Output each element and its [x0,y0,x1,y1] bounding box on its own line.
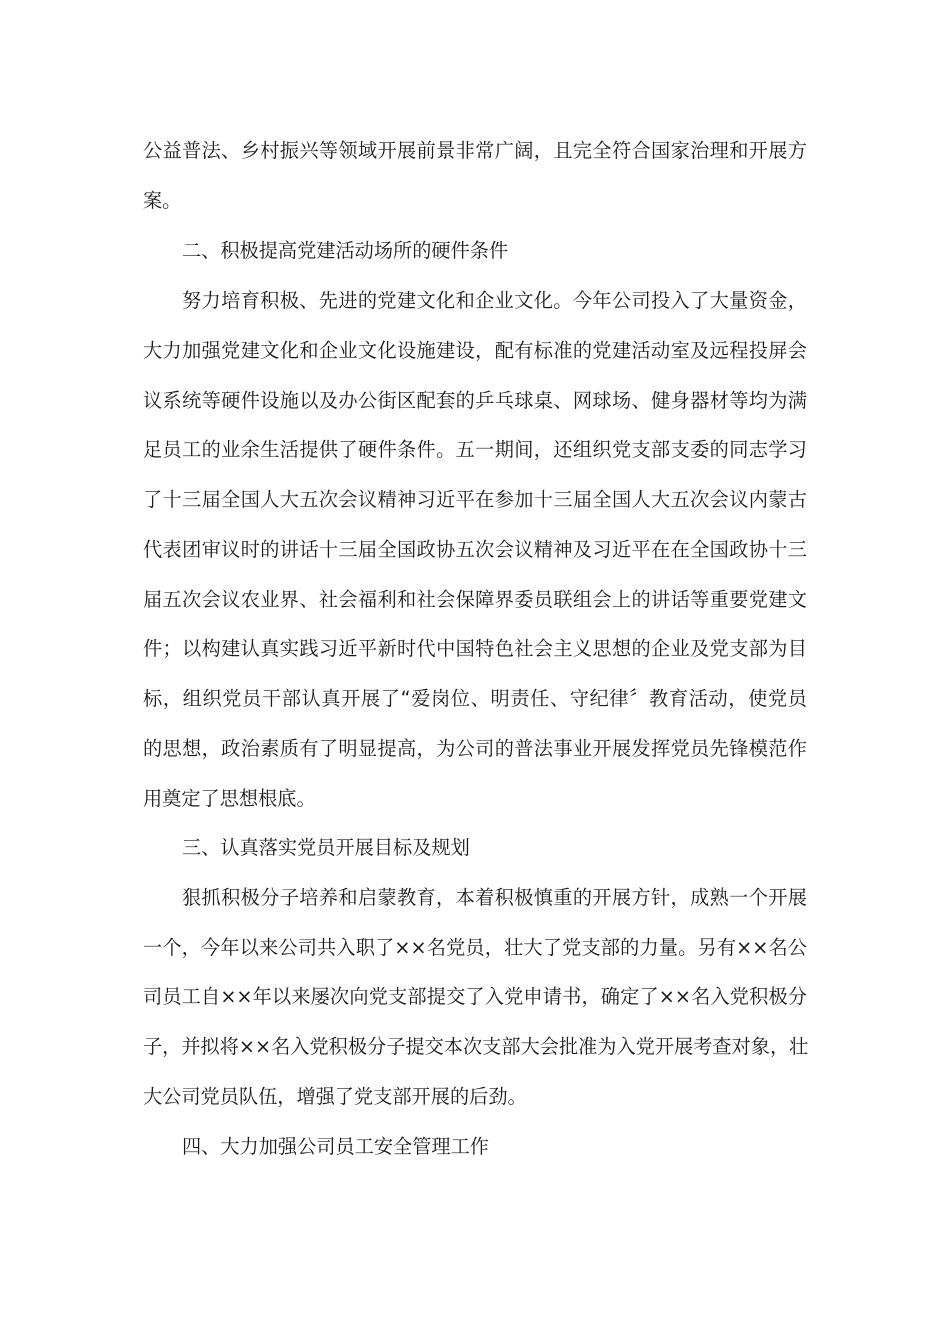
text-line: 标，组织党员干部认真开展了“爱岗位、明责任、守纪律〞教育活动，使党员 [143,687,807,710]
text-line: 狠抓积极分子培养和启蒙教育，本着积极慎重的开展方针，成熟一个开展 [182,886,807,909]
text-line: 代表团审议时的讲话十三届全国政协五次会议精神及习近平在在全国政协十三 [143,538,807,561]
text-line: 件；以构建认真实践习近平新时代中国特色社会主义思想的企业及党支部为目 [143,637,807,660]
section-heading: 四、大力加强公司员工安全管理工作 [182,1135,489,1158]
text-line: 努力培育积极、先进的党建文化和企业文化。今年公司投入了大量资金， [182,289,807,312]
text-line: 子，并拟将××名入党积极分子提交本次支部大会批准为入党开展考查对象，壮 [143,1035,809,1058]
text-line: 大力加强党建文化和企业文化设施建设，配有标准的党建活动室及远程投屏会 [143,339,807,362]
text-line: 案。 [143,189,182,212]
text-line: 大公司党员队伍，增强了党支部开展的后劲。 [143,1085,527,1108]
text-line: 司员工自××年以来屡次向党支部提交了入党申请书，确定了××名入党积极分 [143,985,807,1008]
text-line: 议系统等硬件设施以及办公街区配套的乒乓球桌、网球场、健身器材等均为满 [143,389,807,412]
section-heading: 三、认真落实党员开展目标及规划 [182,836,470,859]
section-heading: 二、积极提高党建活动场所的硬件条件 [182,239,509,262]
text-line: 足员工的业余生活提供了硬件条件。五一期间，还组织党支部支委的同志学习 [143,438,807,461]
text-line: 届五次会议农业界、社会福利和社会保障界委员联组会上的讲话等重要党建文 [143,588,807,611]
text-line: 了十三届全国人大五次会议精神习近平在参加十三届全国人大五次会议内蒙古 [143,488,807,511]
text-line: 用奠定了思想根底。 [143,787,316,810]
text-line: 的思想，政治素质有了明显提高，为公司的普法事业开展发挥党员先锋模范作 [143,737,807,760]
text-line: 一个，今年以来公司共入职了××名党员，壮大了党支部的力量。另有××名公 [143,936,807,959]
text-line: 公益普法、乡村振兴等领域开展前景非常广阔，且完全符合国家治理和开展方 [143,139,807,162]
